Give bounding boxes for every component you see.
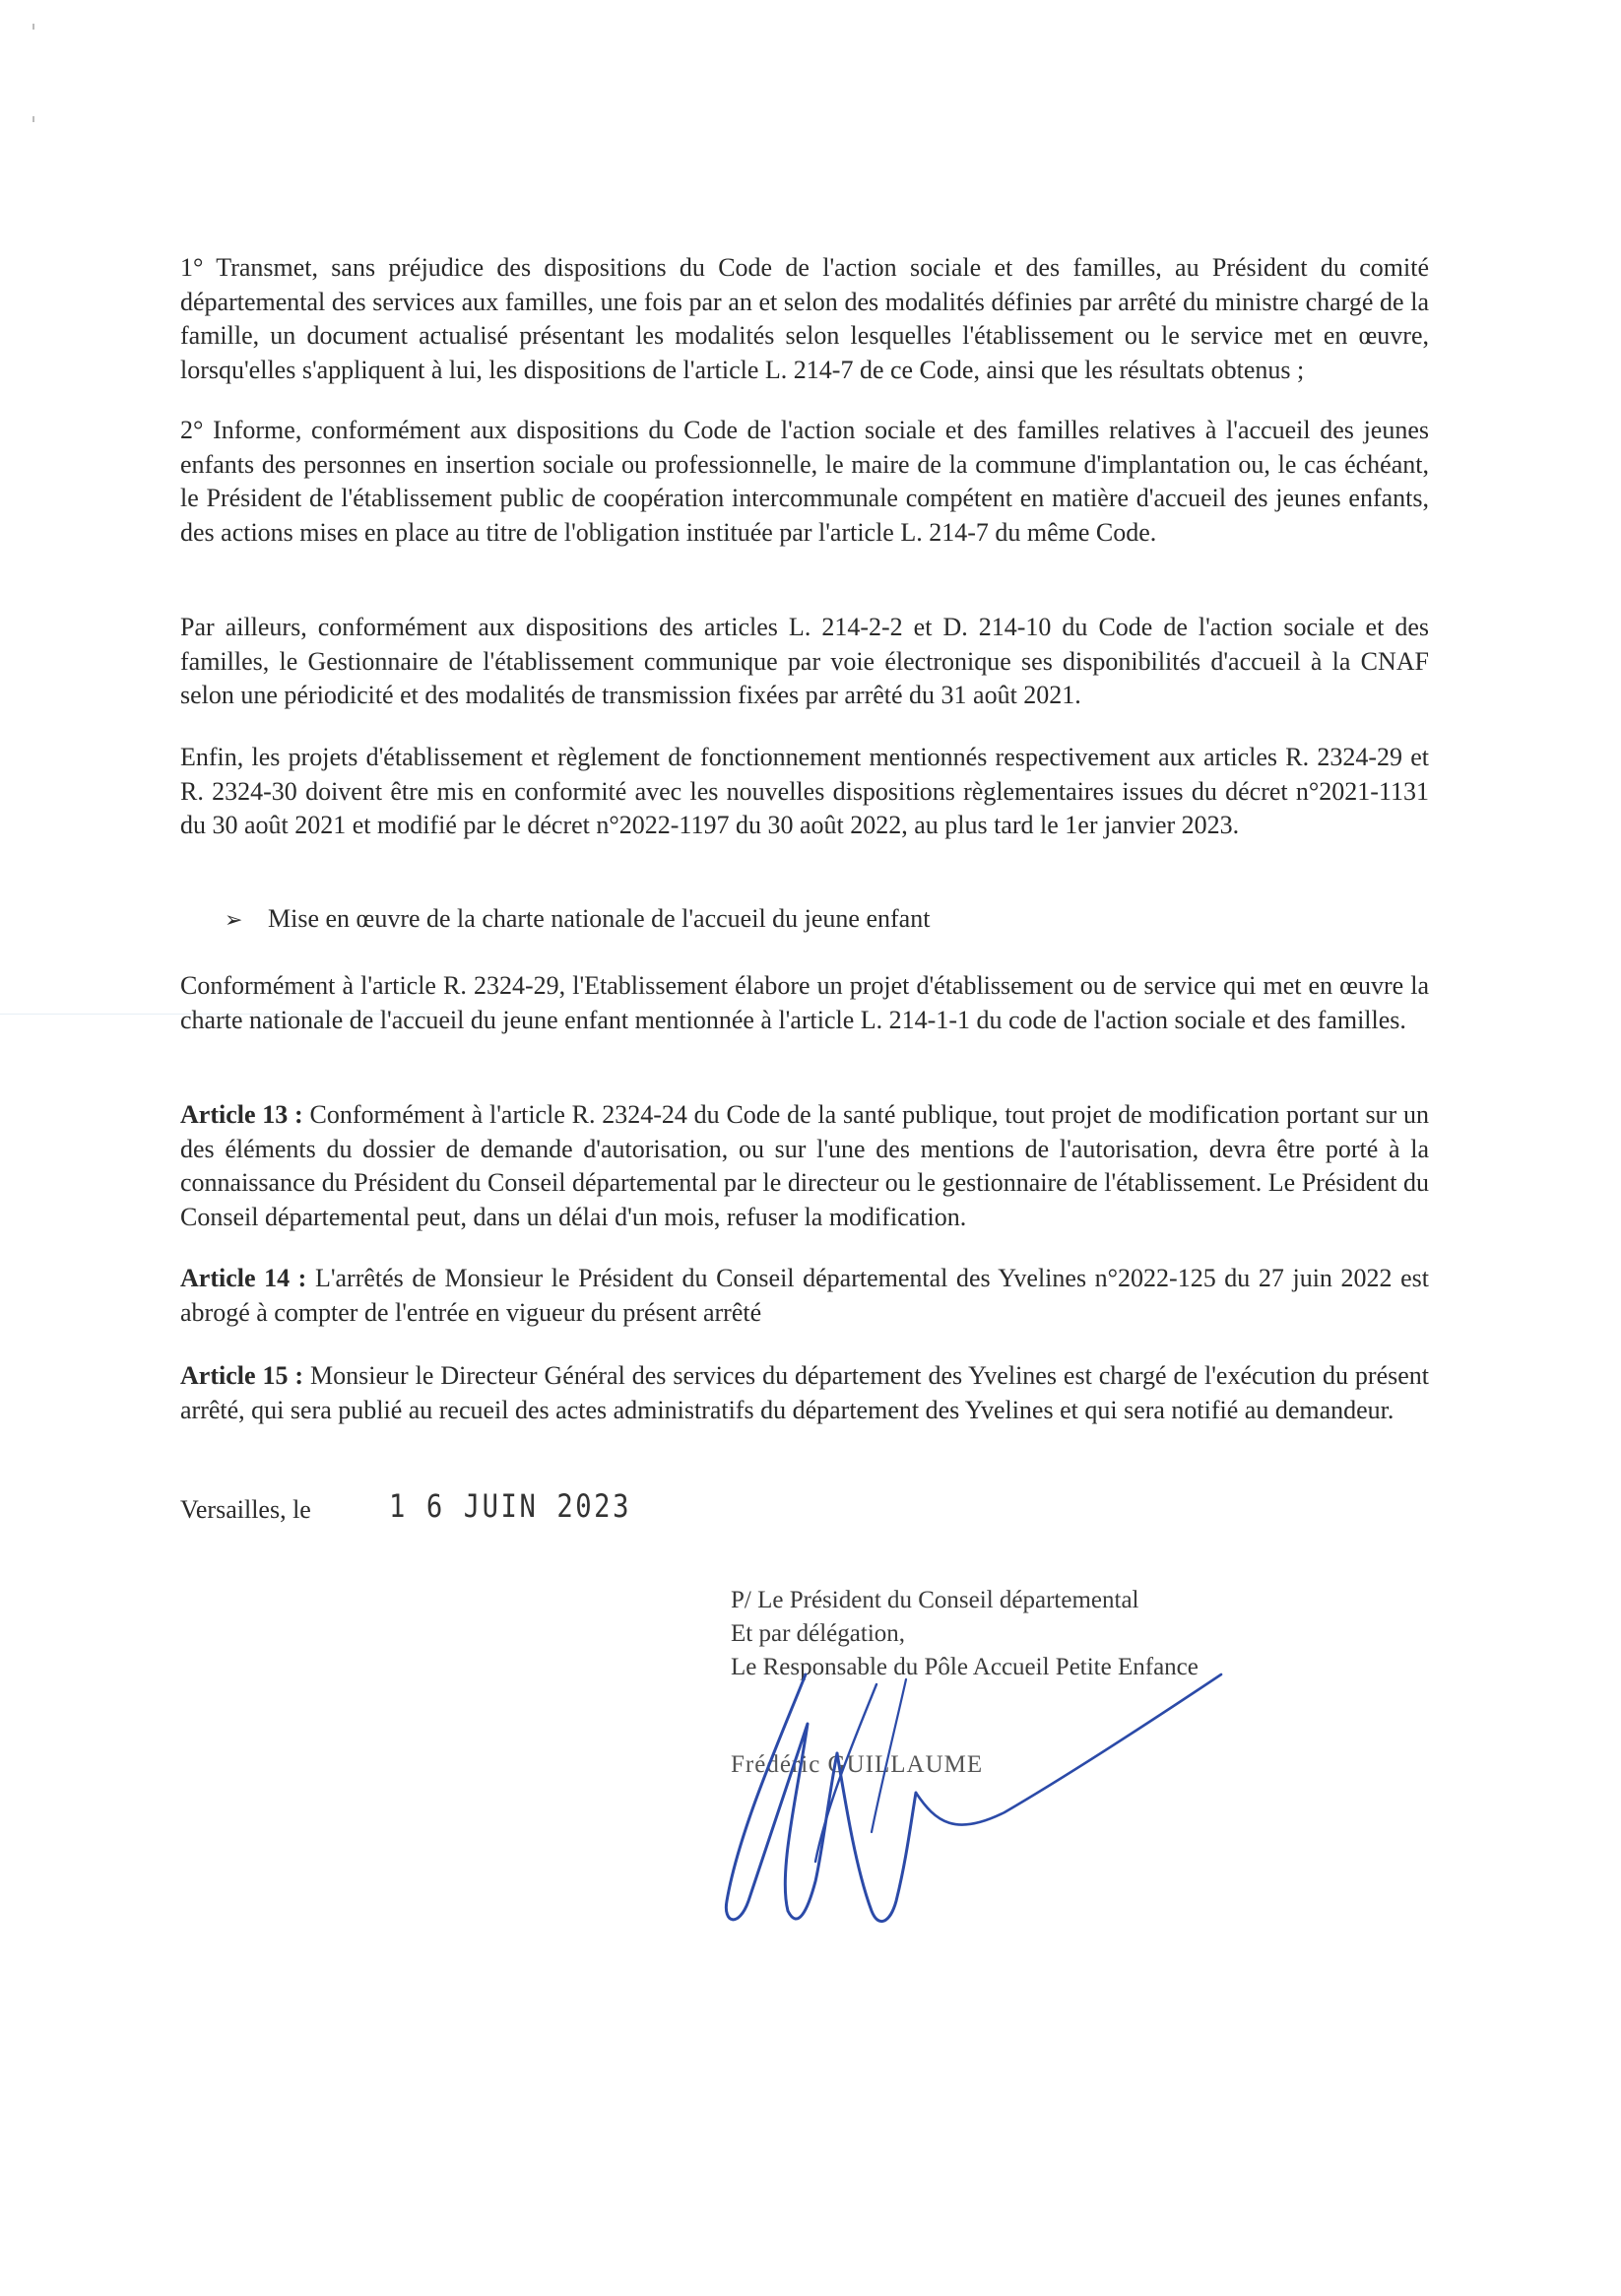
article-13 bbox=[180, 1098, 1429, 1234]
signer-name: Frédéric GUILLAUME bbox=[731, 1751, 984, 1778]
paragraph-par-ailleurs: Par ailleurs, conformément aux dispositions des articles L. 214-2-2 et D. 214-10 du Code de l'action sociale et des familles, le Gestionnaire de l'établissement communique par voie électronique ses disponibilités d'accueil à la CNAF selon une périodicité et des modalités de transmission fixées par arrêté du 31 août 2021. bbox=[180, 613, 1429, 709]
signature-line-delegation: Et par délégation, bbox=[731, 1620, 906, 1647]
article-13-label: Article 13 : bbox=[180, 1100, 303, 1129]
handwritten-signature bbox=[709, 1665, 1261, 1950]
signature-line-responsable: Le Responsable du Pôle Accueil Petite Enfance bbox=[731, 1654, 1199, 1680]
date-stamp: 1 6 JUIN 2023 bbox=[389, 1487, 632, 1525]
article-13-text: Conformément à l'article R. 2324-24 du Code de la santé publique, tout projet de modification portant sur un des éléments du dossier de demande d'autorisation, ou sur l'une des mentions de l'autorisation, devra être porté à la connaissance du Président du Conseil départemental par le directeur ou le gestionnaire de l'établissement. Le Président du Conseil départemental peut, dans un délai d'un mois, refuser la modification. bbox=[180, 1100, 1429, 1231]
paragraph-informe: 2° Informe, conformément aux dispositions du Code de l'action sociale et des familles relatives à l'accueil des jeunes enfants des personnes en insertion sociale ou professionnelle, le maire de la commune d'implantation ou, le cas échéant, le Président de l'établissement public de coopération intercommunale compétent en matière d'accueil des jeunes enfants, des actions mises en place au titre de l'obligation instituée par l'article L. 214-7 du même Code. bbox=[180, 416, 1429, 547]
article-15-label: Article 15 : bbox=[180, 1361, 304, 1390]
article-15-text: Monsieur le Directeur Général des services du département des Yvelines est chargé de l'exécution du présent arrêté, qui sera publié au recueil des actes administratifs du département des Yvelines et qui sera notifié au demandeur. bbox=[180, 1361, 1429, 1424]
paragraph-transmet: 1° Transmet, sans préjudice des dispositions du Code de l'action sociale et des familles, au Président du comité départemental des services aux familles, une fois par an et selon des modalités définies par arrêté du ministre chargé de la famille, un document actualisé présentant les modalités selon lesquelles l'établissement ou le service met en œuvre, lorsqu'elles s'appliquent à lui, les dispositions de l'article L. 214-7 de ce Code, ainsi que les résultats obtenus ; bbox=[180, 253, 1429, 384]
bullet-text: Mise en œuvre de la charte nationale de l'accueil du jeune enfant bbox=[268, 904, 931, 933]
arrowhead-bullet-icon: ➢ bbox=[225, 908, 243, 933]
paragraph-conformement: Conformément à l'article R. 2324-29, l'Etablissement élabore un projet d'établissement ou de service qui met en œuvre la charte nationale de l'accueil du jeune enfant mentionnée à l'article L. 214-1-1 du code de l'action sociale et des familles. bbox=[180, 971, 1429, 1034]
article-14 bbox=[180, 1262, 1429, 1330]
scan-speck bbox=[32, 116, 34, 122]
signature-line-president: P/ Le Président du Conseil départemental bbox=[731, 1587, 1139, 1613]
bullet-charte bbox=[225, 902, 930, 938]
place-label: Versailles, le bbox=[180, 1495, 311, 1524]
paragraph-enfin: Enfin, les projets d'établissement et règlement de fonctionnement mentionnés respectivement aux articles R. 2324-29 et R. 2324-30 doivent être mis en conformité avec les nouvelles dispositions règlementaires issues du décret n°2021-1131 du 30 août 2021 et modifié par le décret n°2022-1197 du 30 août 2022, au plus tard le 1er janvier 2023. bbox=[180, 743, 1429, 839]
article-15 bbox=[180, 1359, 1429, 1427]
article-14-label: Article 14 : bbox=[180, 1264, 307, 1292]
scan-speck bbox=[32, 24, 34, 30]
article-14-text: L'arrêtés de Monsieur le Président du Conseil départemental des Yvelines n°2022-125 du 27 juin 2022 est abrogé à compter de l'entrée en vigueur du présent arrêté bbox=[180, 1264, 1429, 1327]
